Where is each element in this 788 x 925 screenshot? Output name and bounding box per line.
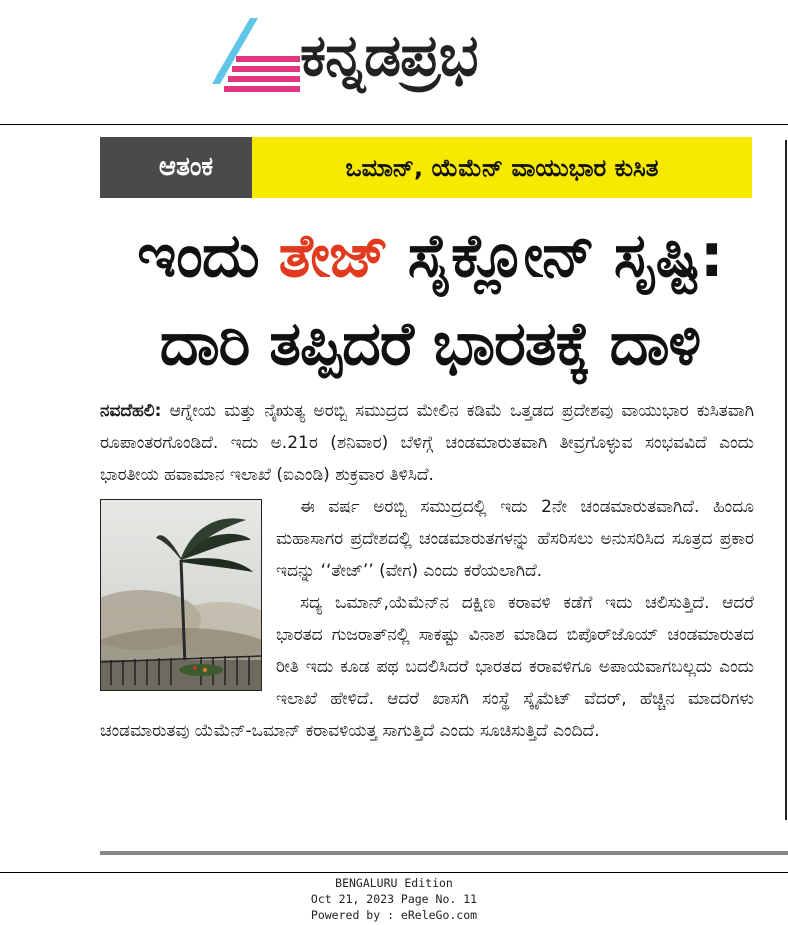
- headline-highlight: ತೇಜ್: [278, 221, 388, 291]
- headline-line-1: [100, 212, 760, 300]
- masthead-title: ಕನ್ನಡಪ್ರಭ: [300, 21, 478, 89]
- footer-powered-by: Powered by : eReleGo.com: [310, 908, 478, 922]
- storm-palm-tree-image: [101, 500, 261, 690]
- footer-date-page: Oct 21, 2023 Page No. 11: [310, 892, 478, 906]
- footer-divider: [0, 872, 788, 873]
- article-body: [100, 395, 754, 747]
- article-paragraph-3: ಸದ್ಯ ಒಮಾನ್,ಯೆಮೆನ್‌ನ ದಕ್ಷಿಣ ಕರಾವಳಿ ಕಡೆಗೆ ಇದು ಚಲಿಸುತ್ತಿದೆ. ಆದರೆ ಭಾರತದ ಗುಜರಾತ್‌ನಲ್ಲಿ ಸಾಕಷ್ಟು ವಿನಾಶ ಮಾಡಿದ ಬಿಪೊರ್‌ಜೊಯ್ ಚಂಡಮಾರುತದ ರೀತಿ ಇದು ಕೂಡ ಪಥ ಬದಲಿಸಿದರೆ ಭಾರತದ ಕರಾವಳಿಗೂ ಅಪಾಯವಾಗಬಲ್ಲದು ಎಂದು ಇಲಾಖೆ ಹೇಳಿದೆ. ಆದರೆ ಖಾಸಗಿ ಸಂಸ್ಥೆ ಸ್ಕೈಮೆಟ್ ವೆದರ್, ಹೆಚ್ಚಿನ ಮಾದರಿಗಳು ಚಂಡಮಾರುತವು ಯೆಮೆನ್-ಒಮಾನ್ ಕರಾವಳಿಯತ್ತ ಸಾಗುತ್ತಿದೆ ಎಂದು ಸೂಚಿಸುತ್ತಿದೆ ಎಂದಿದೆ.: [100, 593, 754, 741]
- headline-line-2: ದಾರಿ ತಪ್ಪಿದರೆ ಭಾರತಕ್ಕೆ ದಾಳಿ: [159, 309, 701, 379]
- masthead: [0, 0, 788, 125]
- article-paragraph-2: ಈ ವರ್ಷ ಅರಬ್ಬಿ ಸಮುದ್ರದಲ್ಲಿ ಇದು 2ನೇ ಚಂಡಮಾರುತವಾಗಿದೆ. ಹಿಂದೂ ಮಹಾಸಾಗರ ಪ್ರದೇಶದಲ್ಲಿ ಚಂಡಮಾರುತಗಳನ್ನು ಹೆಸರಿಸಲು ಅನುಸರಿಸಿದ ಸೂತ್ರದ ಪ್ರಕಾರ ಇದನ್ನು ‘‘ತೇಜ್’’ (ವೇಗ) ಎಂದು ಕರೆಯಲಾಗಿದೆ.: [276, 497, 754, 581]
- paragraph-1-text: ಆಗ್ನೇಯ ಮತ್ತು ನೈಋತ್ಯ ಅರಬ್ಬಿ ಸಮುದ್ರದ ಮೇಲಿನ ಕಡಿಮೆ ಒತ್ತಡದ ಪ್ರದೇಶವು ವಾಯುಭಾರ ಕುಸಿತವಾಗಿ ರೂಪಾಂತರಗೊಂಡಿದೆ. ಇದು ಅ.21ರ (ಶನಿವಾರ) ಬೆಳಿಗ್ಗೆ ಚಂಡಮಾರುತವಾಗಿ ತೀವ್ರಗೊಳ್ಳುವ ಸಂಭವವಿದೆ ಎಂದು ಭಾರತೀಯ ಹವಾಮಾನ ಇಲಾಖೆ (ಐಎಂಡಿ) ಶುಕ್ರವಾರ ತಿಳಿಸಿದೆ.: [100, 401, 755, 485]
- cyclone-photo: [100, 499, 262, 691]
- footer-edition: BENGALURU Edition: [335, 876, 453, 890]
- headline-post: ಸೈಕ್ಲೋನ್ ಸೃಷ್ಟಿ:: [387, 221, 723, 291]
- kannada-prabha-logo-icon: [206, 14, 302, 94]
- article-paragraph-1: [100, 395, 754, 491]
- headline: [100, 212, 760, 388]
- column-rule: [785, 140, 787, 820]
- kicker-bar: [100, 137, 752, 198]
- bottom-rule: [100, 851, 788, 855]
- headline-pre: ಇಂದು: [137, 221, 279, 291]
- kicker-label: ಆತಂಕ: [100, 137, 252, 198]
- dateline: ನವದೆಹಲಿ:: [100, 401, 162, 421]
- footer: [0, 875, 788, 923]
- kicker-text: ಒಮಾನ್, ಯೆಮೆನ್ ವಾಯುಭಾರ ಕುಸಿತ: [252, 137, 752, 198]
